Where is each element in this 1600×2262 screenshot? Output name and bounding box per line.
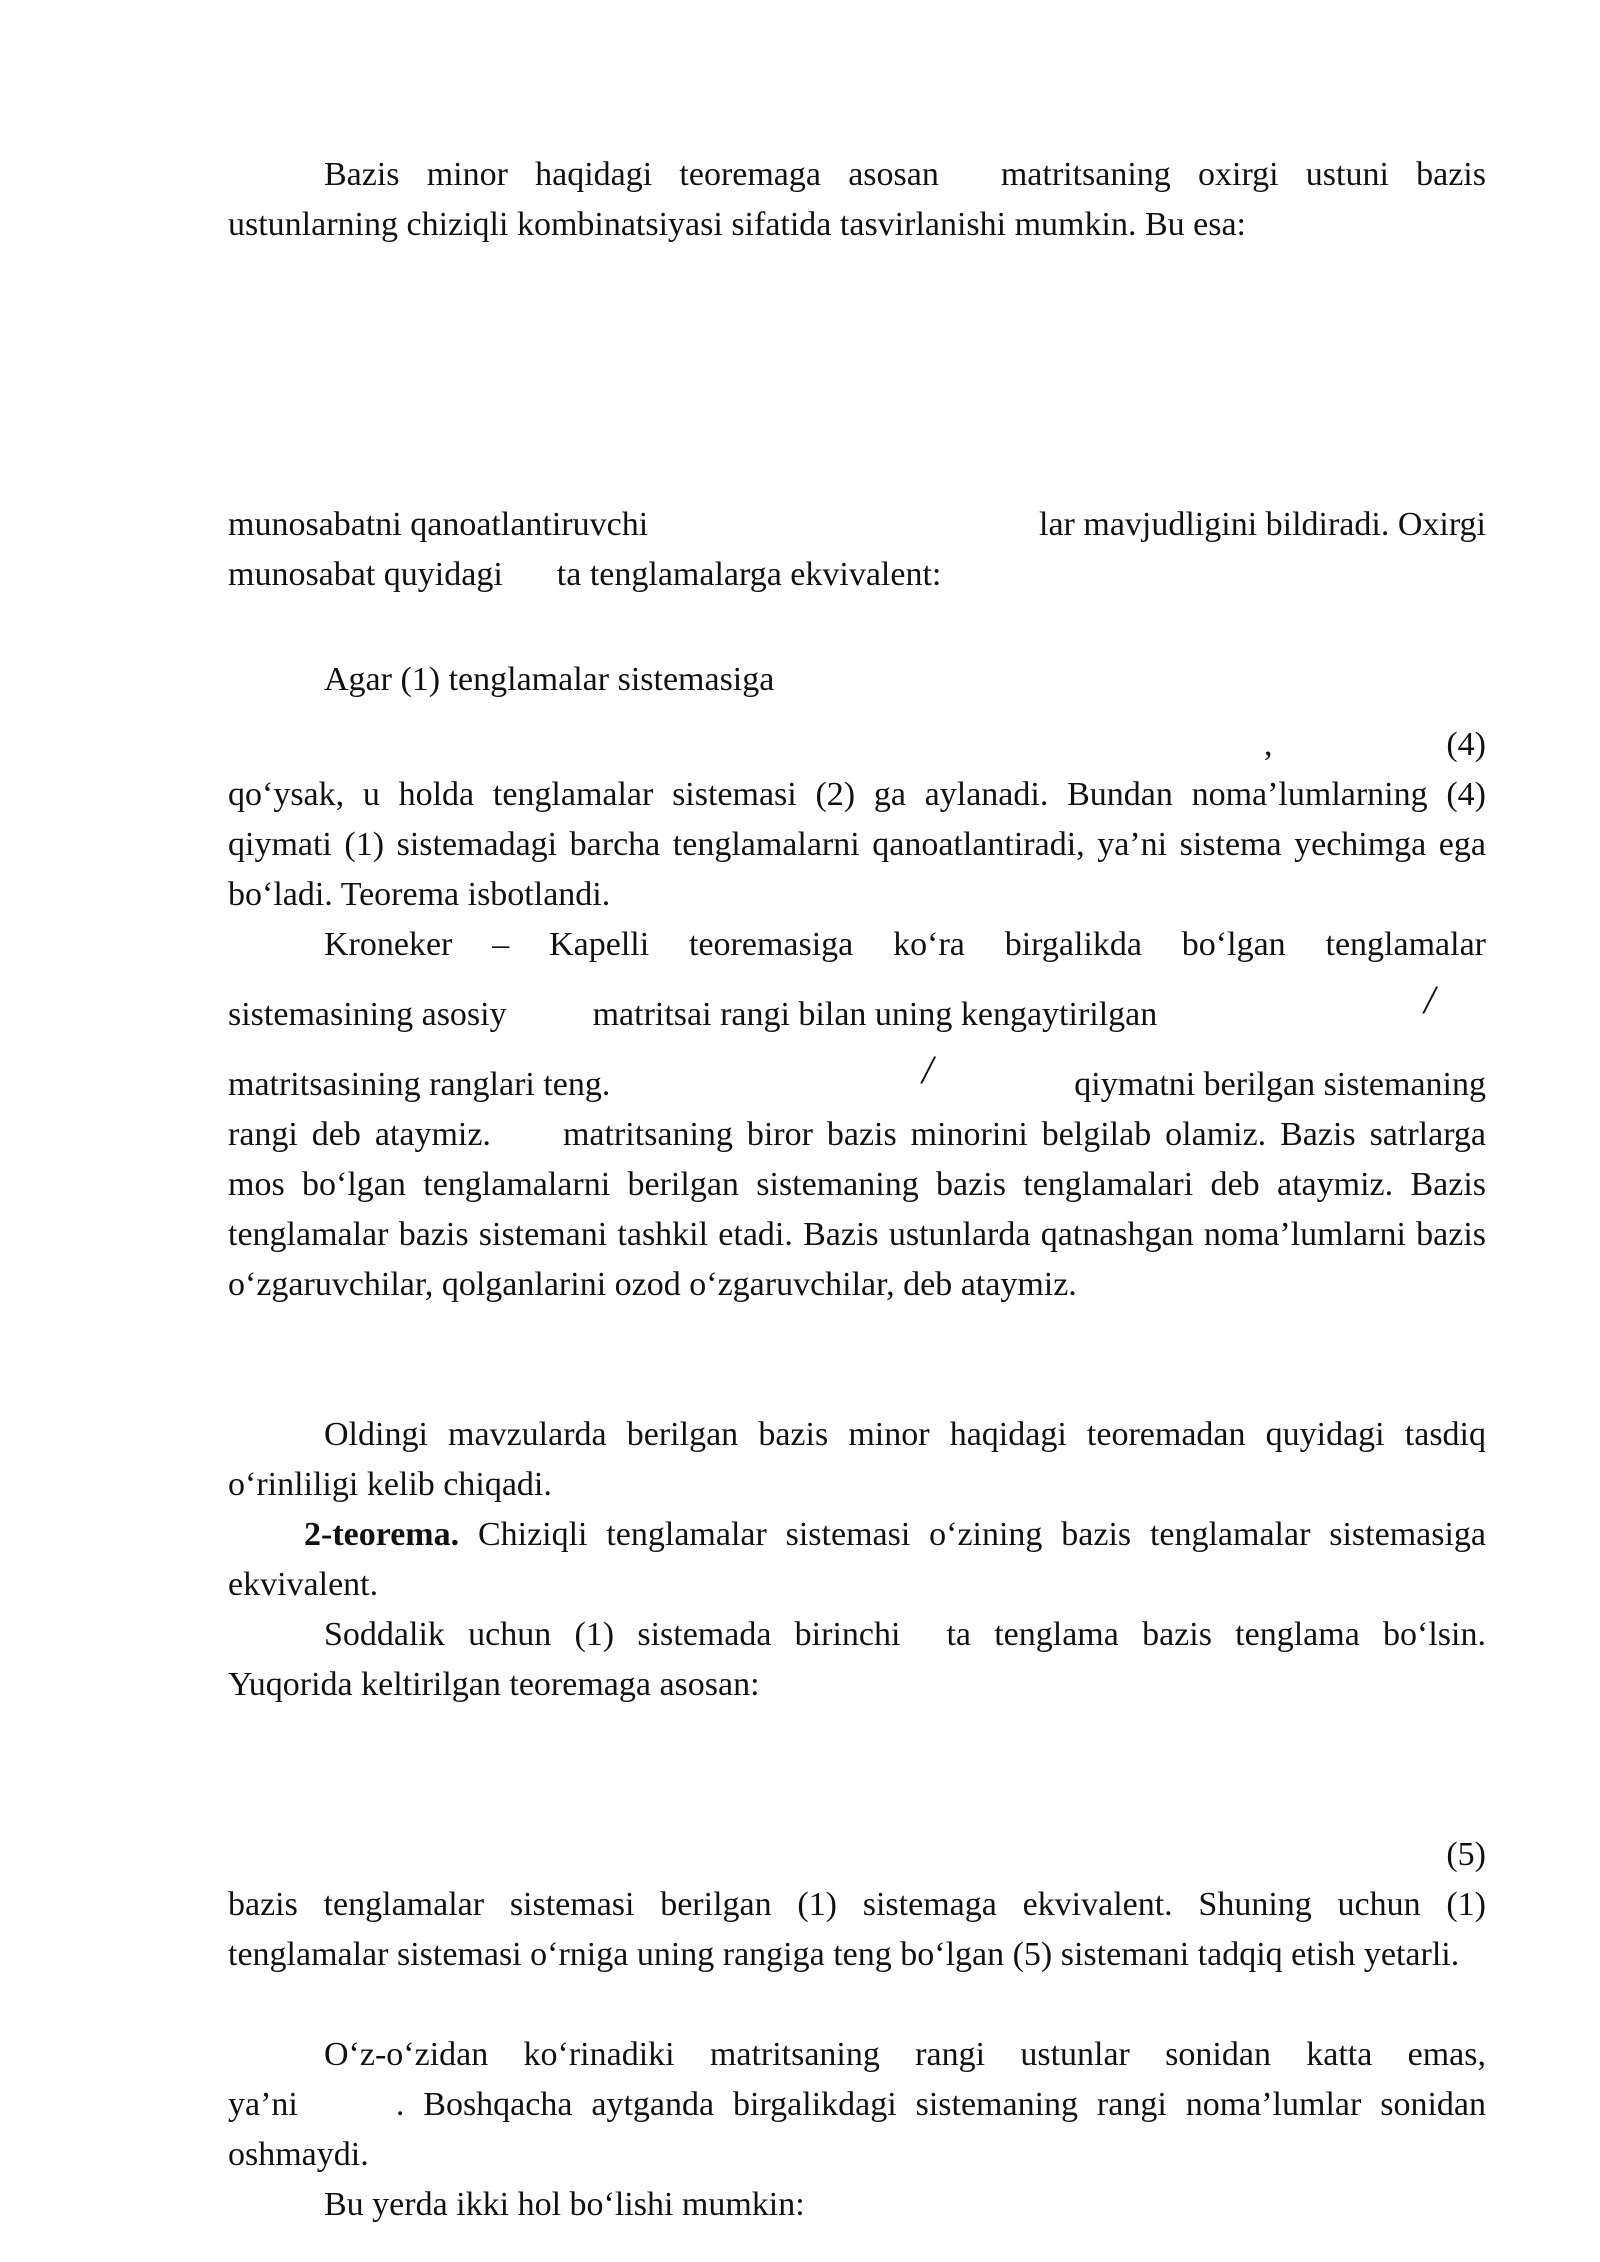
p10-text-a: ya’ni [228, 2086, 298, 2123]
p3-eq-number: (4) [1446, 726, 1486, 763]
p2-l2-a: munosabat quyidagi [228, 556, 503, 593]
p2-l1-b: lar mavjudligini bildiradi. Oxirgi [1039, 506, 1486, 543]
paragraph-bazis-tenglamalar: bazis tenglamalar sistemasi berilgan (1) sistemaga ekvivalent. Shuning uchun (1) tenglamalar sistemasi o‘rniga uning rangiga teng bo‘lgan (5) sistemani tadqiq etish yetarli. [228, 1886, 1486, 1973]
p5-slash-2: / [922, 1047, 934, 1092]
paragraph-oldingi: Oldingi mavzularda berilgan bazis minor haqidagi teoremadan quyidagi tasdiq o‘rinliligi kelib chiqadi. [228, 1416, 1486, 1503]
p2-l1-a: munosabatni qanoatlantiruvchi [228, 506, 649, 543]
p11-line [324, 2180, 805, 2230]
p2-line1 [228, 500, 1486, 550]
paragraph-rangi [228, 1110, 1486, 1310]
theorem-label: 2-teorema. [304, 1516, 460, 1553]
paragraph-qoysak: qo‘ysak, u holda tenglamalar sistemasi (2) ga aylanadi. Bundan noma’lumlarning (4) qiymati (1) sistemadagi barcha tenglamalarni qanoatlantiradi, ya’ni sistema yechimga ega bo‘ladi. Teorema isbotlandi. [228, 776, 1486, 913]
p3-text: Agar (1) tenglamalar sistemasiga [324, 661, 775, 698]
p5-l2-b: matritsai rangi bilan uning kengaytirilgan [592, 996, 1158, 1033]
p5-l3-b: qiymatni berilgan sistemaning [1074, 1066, 1486, 1103]
p10-text-b: . Boshqacha aytganda birgalikdagi sistemaning rangi noma’lumlar sonidan oshmaydi. [228, 2086, 1486, 2173]
p1-text-a: Bazis minor haqidagi teoremaga asosan [324, 156, 939, 193]
p2-l2-b: ta tenglamalarga ekvivalent: [556, 556, 942, 593]
p7-text: Chiziqli tenglamalar sistemasi o‘zining bazis tenglamalar sistemasiga ekvivalent. [228, 1516, 1486, 1603]
p5-l3-a: matritsasining ranglari teng. [228, 1066, 611, 1103]
p10-l1: O‘z-o‘zidan ko‘rinadiki matritsaning rangi ustunlar sonidan katta emas, [324, 2036, 1486, 2073]
p3-line [324, 655, 774, 705]
p10-line1 [324, 2030, 1486, 2080]
p5-line1 [324, 920, 1486, 970]
paragraph-soddalik [228, 1610, 1486, 1710]
p5-slash-1: / [1424, 977, 1436, 1022]
paragraph-yani [228, 2080, 1486, 2180]
p5-rest-b: matritsaning biror bazis minorini belgilab olamiz. Bazis satrlarga mos bo‘lgan tenglamalarni berilgan sistemaning bazis tenglamalari deb ataymiz. Bazis tenglamalar bazis sistemani tashkil etadi. Bazis ustunlarda qatnashgan noma’lumlarni bazis o‘zgaruvchilar, qolganlarini ozod o‘zgaruvchilar, deb ataymiz. [228, 1116, 1487, 1303]
p5-line2 [228, 990, 1157, 1040]
p5-l2-a: sistemasining asosiy [228, 996, 507, 1033]
p5-rest-a: rangi deb ataymiz. [228, 1116, 491, 1153]
p5-l1: Kroneker – Kapelli teoremasiga ko‘ra birgalikda bo‘lgan tenglamalar [324, 926, 1486, 963]
p5-line3 [228, 1060, 1486, 1110]
p8-text-a: Soddalik uchun (1) sistemada birinchi [324, 1616, 901, 1653]
paragraph-bazis-minor [228, 150, 1486, 250]
p1-text-b: matritsaning oxirgi ustuni bazis ustunlarning chiziqli kombinatsiyasi sifatida tasvirlanishi mumkin. Bu esa: [228, 156, 1486, 243]
p2-line2 [228, 550, 941, 600]
paragraph-teorema-2 [228, 1510, 1486, 1610]
p11-text: Bu yerda ikki hol bo‘lishi mumkin: [324, 2186, 805, 2223]
p3-comma: , [1264, 726, 1273, 763]
p8-text-b: ta tenglama bazis tenglama bo‘lsin. Yuqorida keltirilgan teoremaga asosan: [228, 1616, 1486, 1703]
p8-eq-number: (5) [1446, 1836, 1486, 1873]
